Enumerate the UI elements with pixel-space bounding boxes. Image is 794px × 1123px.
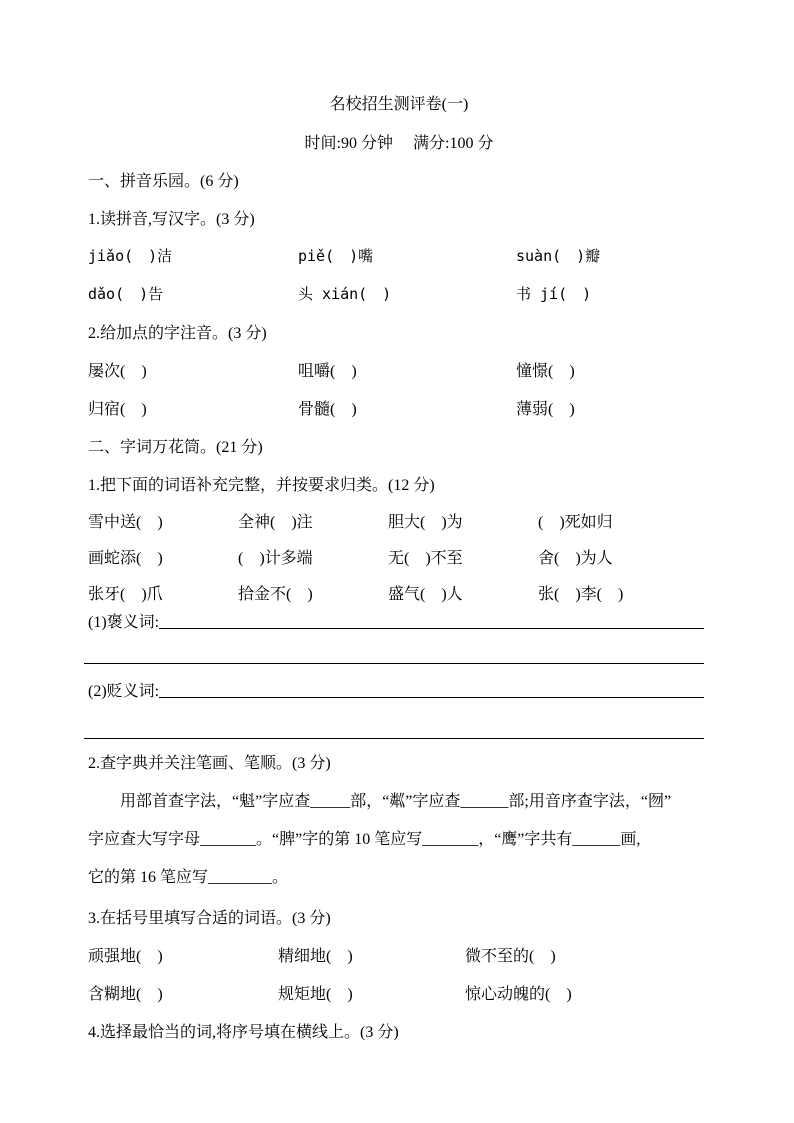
idiom-item: 无( )不至 [388, 549, 463, 567]
exam-meta: 时间:90 分钟 满分:100 分 [304, 134, 494, 152]
question-2-2-heading: 2.查字典并关注笔画、笔顺。(3 分) [88, 754, 331, 772]
idiom-item: 张( )李( ) [538, 585, 624, 603]
classify-derogatory-row [88, 664, 710, 701]
pinyin-item: 书 jí( ) [516, 284, 592, 303]
idiom-row [88, 574, 710, 610]
idiom-item: ( )计多端 [238, 549, 313, 567]
section-1-heading: 一、拼音乐园。(6 分) [88, 172, 239, 190]
pinyin-item: jiǎo( )洁 [88, 246, 173, 265]
idiom-row [88, 538, 710, 574]
idiom-item: 画蛇添( ) [88, 549, 163, 567]
question-2-3-heading: 3.在括号里填写合适的词语。(3 分) [88, 909, 331, 927]
idiom-item: 盛气( )人 [388, 585, 463, 603]
pinyin-item: 头 xián( ) [298, 284, 392, 303]
classify-commendatory-label: (1)褒义词: [88, 614, 160, 631]
idiom-item: 舍( )为人 [538, 549, 613, 567]
question-1-2-heading: 2.给加点的字注音。(3 分) [88, 324, 267, 342]
zhuyin-item: 薄弱( ) [516, 400, 575, 418]
answer-underline [159, 627, 704, 629]
answer-line [84, 632, 704, 664]
collocation-item: 规矩地( ) [278, 985, 353, 1003]
zhuyin-item: 归宿( ) [88, 400, 147, 418]
classify-commendatory-row [88, 610, 710, 632]
zhuyin-item: 咀嚼( ) [298, 362, 357, 380]
idiom-row [88, 502, 710, 538]
question-2-4-heading: 4.选择最恰当的词,将序号填在横线上。(3 分) [88, 1023, 399, 1041]
pinyin-item: dǎo( )告 [88, 284, 164, 303]
collocation-row [88, 935, 710, 973]
dictionary-paragraph-line: 字应查大写字母_______。“脾”字的第 10 笔应写_______，“鹰”字共有______画, [88, 831, 641, 848]
zhuyin-item: 骨髓( ) [298, 400, 357, 418]
idiom-item: 雪中送( ) [88, 513, 163, 531]
question-1-1-heading: 1.读拼音,写汉字。(3 分) [88, 210, 255, 228]
collocation-item: 含糊地( ) [88, 985, 163, 1003]
zhuyin-item: 屡次( ) [88, 362, 147, 380]
pinyin-row [88, 236, 710, 274]
section-2-heading: 二、字词万花筒。(21 分) [88, 438, 263, 456]
pinyin-row [88, 274, 710, 312]
question-2-1-heading: 1.把下面的词语补充完整，并按要求归类。(12 分) [88, 476, 435, 494]
dictionary-paragraph-line: 用部首查字法，“魁”字应查_____部，“粼”字应查______部;用音序查字法，“囫” [120, 793, 672, 810]
idiom-item: 张牙( )爪 [88, 585, 163, 603]
collocation-item: 顽强地( ) [88, 947, 163, 965]
dictionary-paragraph-line: 它的第 16 笔应写________。 [88, 869, 289, 886]
answer-line [84, 701, 704, 739]
answer-underline [159, 696, 704, 698]
collocation-item: 惊心动魄的( ) [465, 985, 572, 1003]
idiom-item: 拾金不( ) [238, 585, 313, 603]
zhuyin-item: 憧憬( ) [516, 362, 575, 380]
page-title: 名校招生测评卷(一) [329, 95, 469, 113]
classify-derogatory-label: (2)贬义词: [88, 683, 160, 700]
idiom-item: 全神( )注 [238, 513, 313, 531]
collocation-item: 精细地( ) [278, 947, 353, 965]
pinyin-item: piě( )嘴 [298, 246, 374, 265]
collocation-row [88, 973, 710, 1011]
pinyin-item: suàn( )瓣 [516, 246, 601, 265]
collocation-item: 微不至的( ) [465, 947, 556, 965]
zhuyin-row [88, 350, 710, 388]
zhuyin-row [88, 388, 710, 426]
idiom-item: 胆大( )为 [388, 513, 463, 531]
idiom-item: ( )死如归 [538, 513, 613, 531]
